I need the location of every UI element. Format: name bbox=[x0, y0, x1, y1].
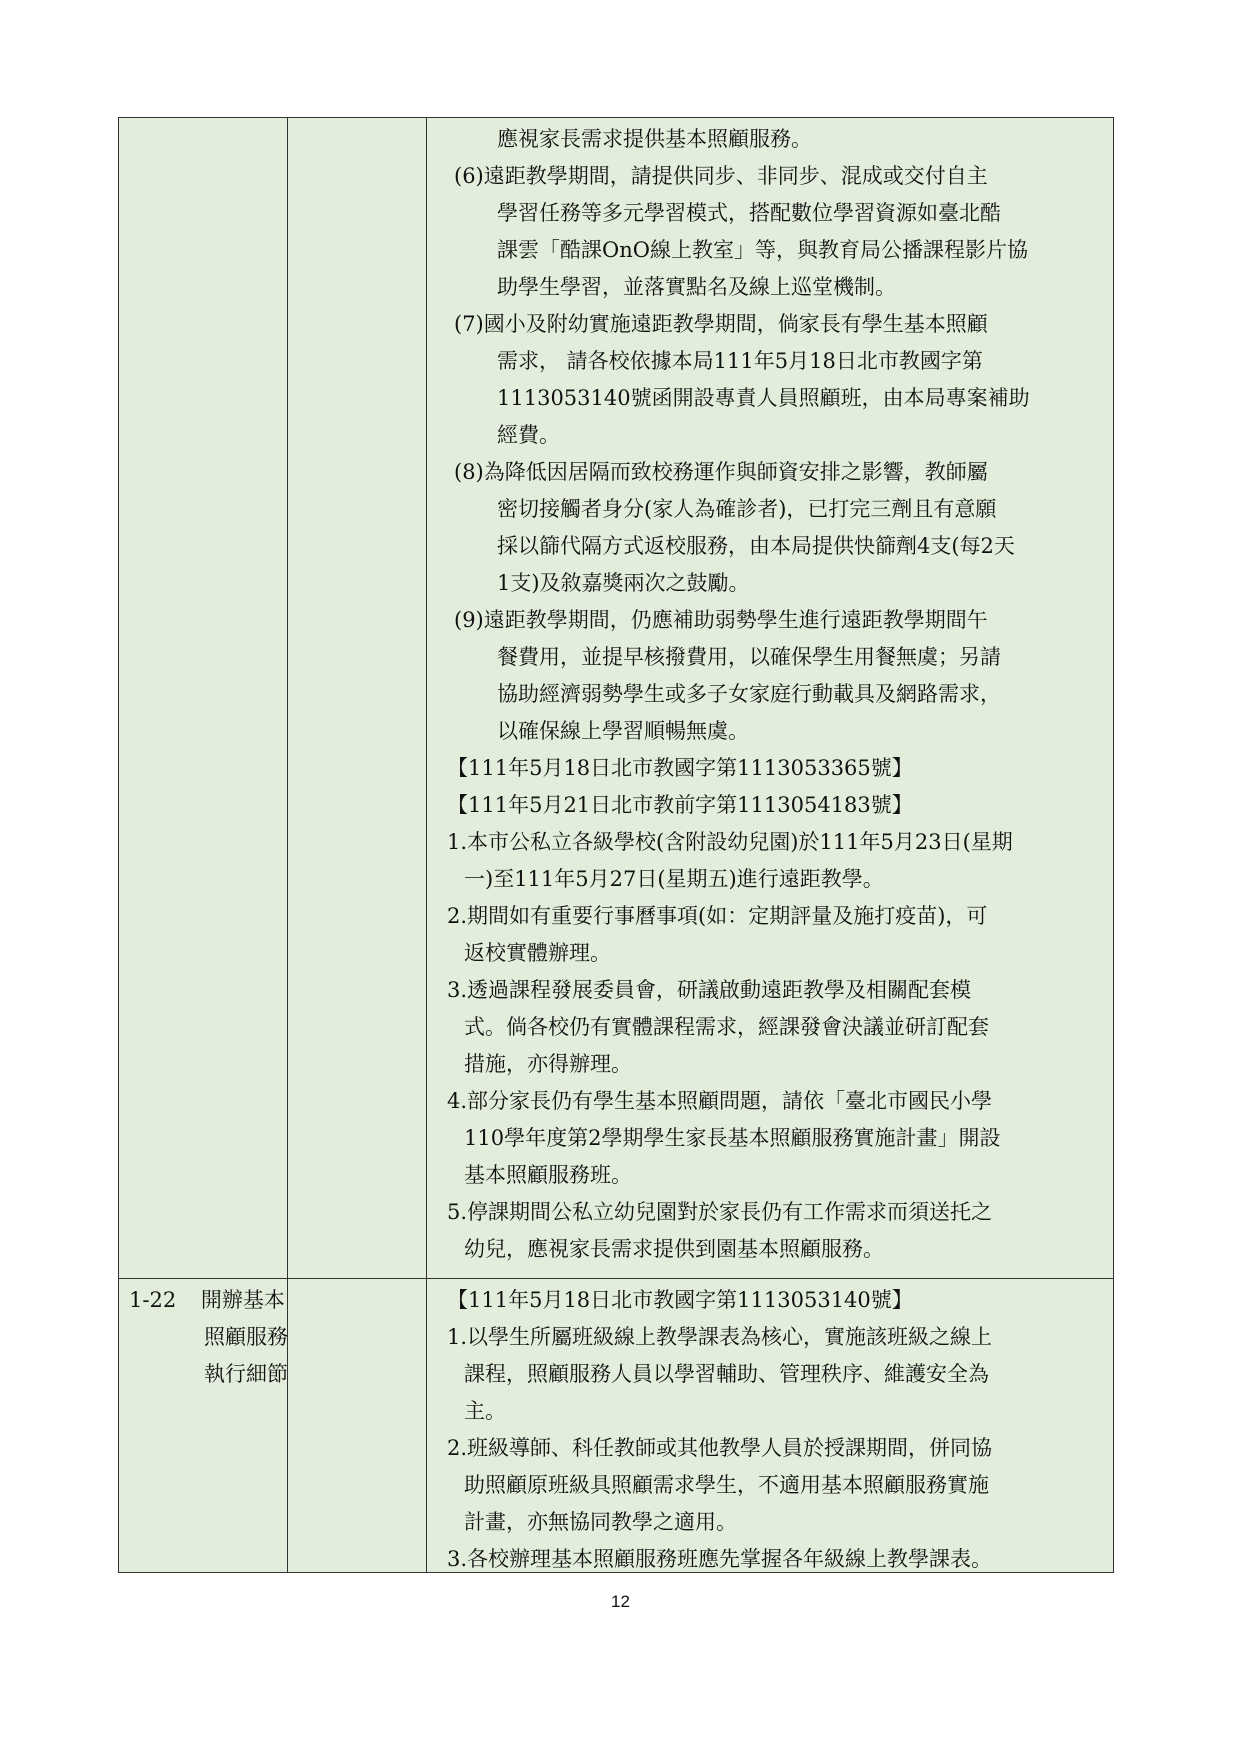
text-line: 2.班級導師、科任教師或其他教學人員於授課期間，併同協 bbox=[447, 1436, 993, 1460]
section-title-part: 執行細節 bbox=[204, 1362, 288, 1386]
text-line: 3.透過課程發展委員會，研議啟動遠距教學及相關配套模 bbox=[447, 978, 972, 1002]
text-line: 餐費用，並提早核撥費用，以確保學生用餐無虞；另請 bbox=[497, 645, 1001, 669]
text-line: 110學年度第2學期學生家長基本照顧服務實施計畫」開設 bbox=[464, 1126, 1001, 1150]
text-line: 助學生學習，並落實點名及線上巡堂機制。 bbox=[497, 275, 896, 299]
text-line: 返校實體辦理。 bbox=[464, 941, 611, 965]
document-reference: 【111年5月21日北市教前字第1113054183號】 bbox=[447, 793, 913, 817]
text-line: (7)國小及附幼實施遠距教學期間，倘家長有學生基本照顧 bbox=[454, 312, 988, 336]
text-line: (8)為降低因居隔而致校務運作與師資安排之影響，教師屬 bbox=[454, 460, 988, 484]
prev-section-content bbox=[437, 121, 1113, 1268]
text-line: 基本照顧服務班。 bbox=[464, 1163, 632, 1187]
text-line: 一)至111年5月27日(星期五)進行遠距教學。 bbox=[464, 867, 884, 891]
text-line: 1113053140號函開設專責人員照顧班，由本局專案補助 bbox=[497, 386, 1030, 410]
document-reference: 【111年5月18日北市教國字第1113053365號】 bbox=[447, 756, 913, 780]
text-line: 學習任務等多元學習模式，搭配數位學習資源如臺北酷 bbox=[497, 201, 1001, 225]
text-line: 5.停課期間公私立幼兒園對於家長仍有工作需求而須送托之 bbox=[447, 1200, 993, 1224]
column-divider-2 bbox=[426, 118, 427, 1572]
page-number: 12 bbox=[611, 1592, 630, 1611]
text-line: (9)遠距教學期間，仍應補助弱勢學生進行遠距教學期間午 bbox=[454, 608, 988, 632]
text-line: 計畫，亦無協同教學之適用。 bbox=[464, 1510, 737, 1534]
text-line: 主。 bbox=[464, 1399, 506, 1423]
section-title-part: 照顧服務 bbox=[204, 1325, 288, 1349]
section-1-22-label bbox=[129, 1282, 288, 1393]
text-line: 4.部分家長仍有學生基本照顧問題，請依「臺北市國民小學 bbox=[447, 1089, 993, 1113]
document-reference: 【111年5月18日北市教國字第1113053140號】 bbox=[447, 1288, 913, 1312]
text-line: (6)遠距教學期間，請提供同步、非同步、混成或交付自主 bbox=[454, 164, 988, 188]
document-table bbox=[118, 117, 1114, 1573]
text-line: 措施，亦得辦理。 bbox=[464, 1052, 632, 1076]
section-title-line bbox=[129, 1282, 288, 1319]
section-title-part: 開辦基本 bbox=[200, 1288, 285, 1312]
text-line: 密切接觸者身分(家人為確診者)，已打完三劑且有意願 bbox=[497, 497, 997, 521]
text-line: 1支)及敘嘉獎兩次之鼓勵。 bbox=[497, 571, 750, 595]
text-line: 採以篩代隔方式返校服務，由本局提供快篩劑4支(每2天 bbox=[497, 534, 1015, 558]
section-1-22-content bbox=[437, 1282, 1113, 1578]
text-line: 式。倘各校仍有實體課程需求，經課發會決議並研訂配套 bbox=[464, 1015, 989, 1039]
text-line: 助照顧原班級具照顧需求學生，不適用基本照顧服務實施 bbox=[464, 1473, 989, 1497]
text-line: 課程，照顧服務人員以學習輔助、管理秩序、維護安全為 bbox=[464, 1362, 989, 1386]
text-line: 應視家長需求提供基本照顧服務。 bbox=[497, 127, 812, 151]
row-divider bbox=[119, 1278, 1113, 1279]
text-line: 需求， 請各校依據本局111年5月18日北市教國字第 bbox=[497, 349, 983, 373]
text-line: 協助經濟弱勢學生或多子女家庭行動載具及網路需求， bbox=[497, 682, 1001, 706]
text-line: 1.本市公私立各級學校(含附設幼兒園)於111年5月23日(星期 bbox=[447, 830, 1013, 854]
text-line: 課雲「酷課OnO線上教室」等，與教育局公播課程影片協 bbox=[497, 238, 1028, 262]
text-line: 幼兒，應視家長需求提供到園基本照顧服務。 bbox=[464, 1237, 884, 1261]
section-number: 1-22 bbox=[129, 1288, 177, 1312]
text-line: 經費。 bbox=[497, 423, 560, 447]
text-line: 3.各校辦理基本照顧服務班應先掌握各年級線上教學課表。 bbox=[447, 1547, 993, 1571]
text-line: 以確保線上學習順暢無虞。 bbox=[497, 719, 749, 743]
text-line: 1.以學生所屬班級線上教學課表為核心，實施該班級之線上 bbox=[447, 1325, 993, 1349]
text-line: 2.期間如有重要行事曆事項(如：定期評量及施打疫苗)，可 bbox=[447, 904, 988, 928]
